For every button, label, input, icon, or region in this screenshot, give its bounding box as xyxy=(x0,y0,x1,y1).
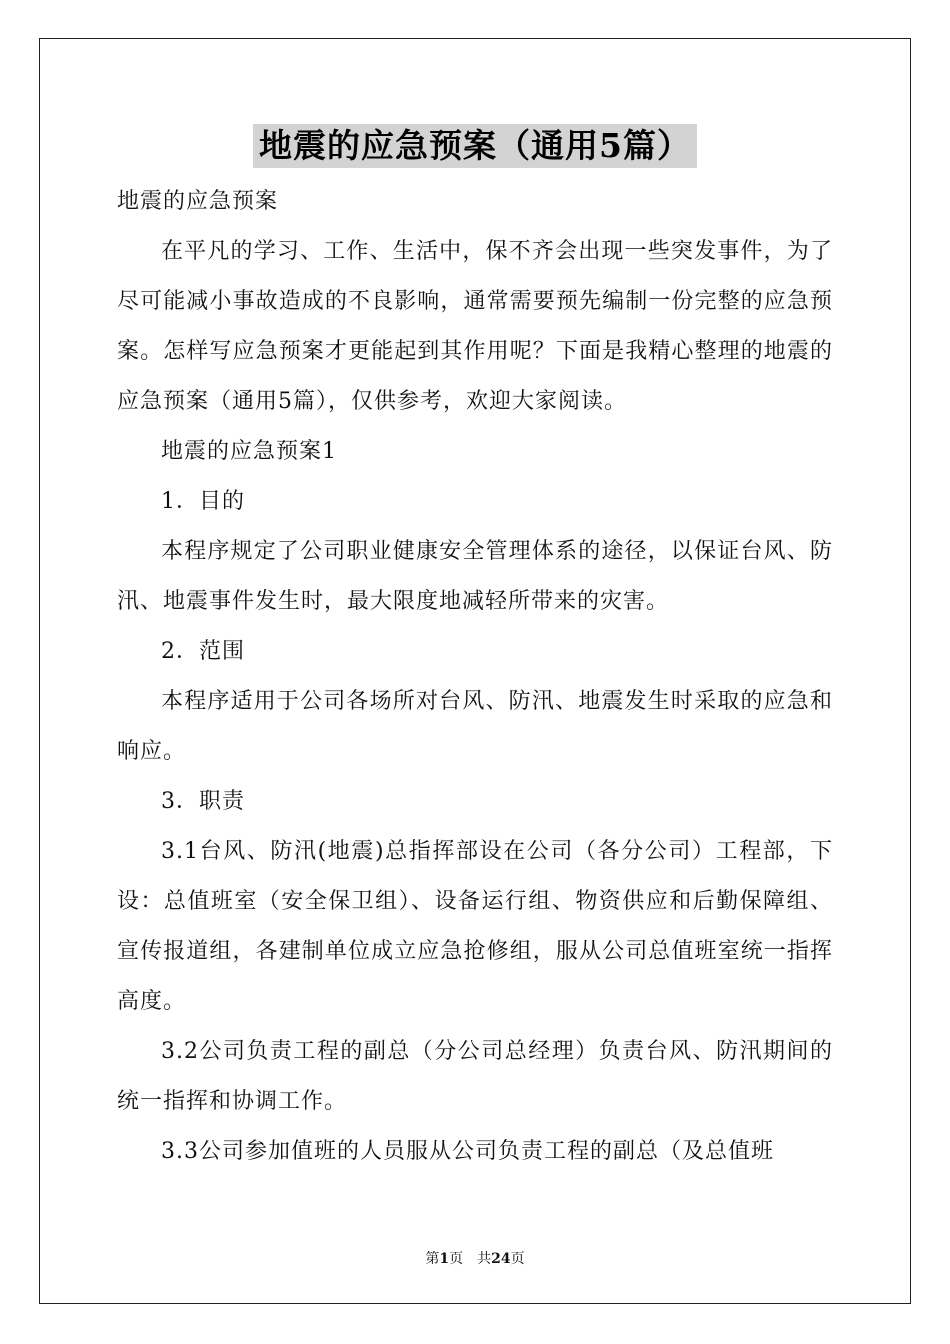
duties-paragraph-3-1: 3.1台风、防汛(地震)总指挥部设在公司（各分公司）工程部，下设：总值班室（安全保卫组）、设备运行组、物资供应和后勤保障组、宣传报道组，各建制单位成立应急抢修组，服从公司总值班室统一指挥高度。 xyxy=(117,839,833,1014)
footer-page-prefix: 第 xyxy=(425,1251,440,1267)
page-footer xyxy=(0,1248,950,1268)
footer-total-prefix: 共 xyxy=(477,1251,492,1267)
footer-page-current: 1 xyxy=(439,1251,450,1267)
footer-total-unit: 页 xyxy=(510,1251,525,1267)
footer-page-unit: 页 xyxy=(449,1251,464,1267)
duties-paragraph-3-2: 3.2公司负责工程的副总（分公司总经理）负责台风、防汛期间的统一指挥和协调工作。 xyxy=(117,1039,833,1114)
footer-page-total: 24 xyxy=(491,1251,511,1267)
title-container xyxy=(0,124,950,168)
scope-paragraph: 本程序适用于公司各场所对台风、防汛、地震发生时采取的应急和响应。 xyxy=(117,689,833,764)
item-heading-duties: 3．职责 xyxy=(161,789,245,814)
subtitle-paragraph: 地震的应急预案 xyxy=(117,189,279,214)
section-heading: 地震的应急预案1 xyxy=(161,439,337,464)
item-heading-purpose: 1．目的 xyxy=(161,489,245,514)
document-title: 地震的应急预案（通用5篇） xyxy=(253,124,697,168)
item-heading-scope: 2．范围 xyxy=(161,639,245,664)
intro-paragraph: 在平凡的学习、工作、生活中，保不齐会出现一些突发事件，为了尽可能减小事故造成的不良影响，通常需要预先编制一份完整的应急预案。怎样写应急预案才更能起到其作用呢？下面是我精心整理的地震的应急预案（通用5篇），仅供参考，欢迎大家阅读。 xyxy=(117,239,833,414)
document-body xyxy=(117,177,833,1177)
purpose-paragraph: 本程序规定了公司职业健康安全管理体系的途径，以保证台风、防汛、地震事件发生时，最大限度地减轻所带来的灾害。 xyxy=(117,539,833,614)
duties-paragraph-3-3: 3.3公司参加值班的人员服从公司负责工程的副总（及总值班 xyxy=(161,1139,774,1164)
